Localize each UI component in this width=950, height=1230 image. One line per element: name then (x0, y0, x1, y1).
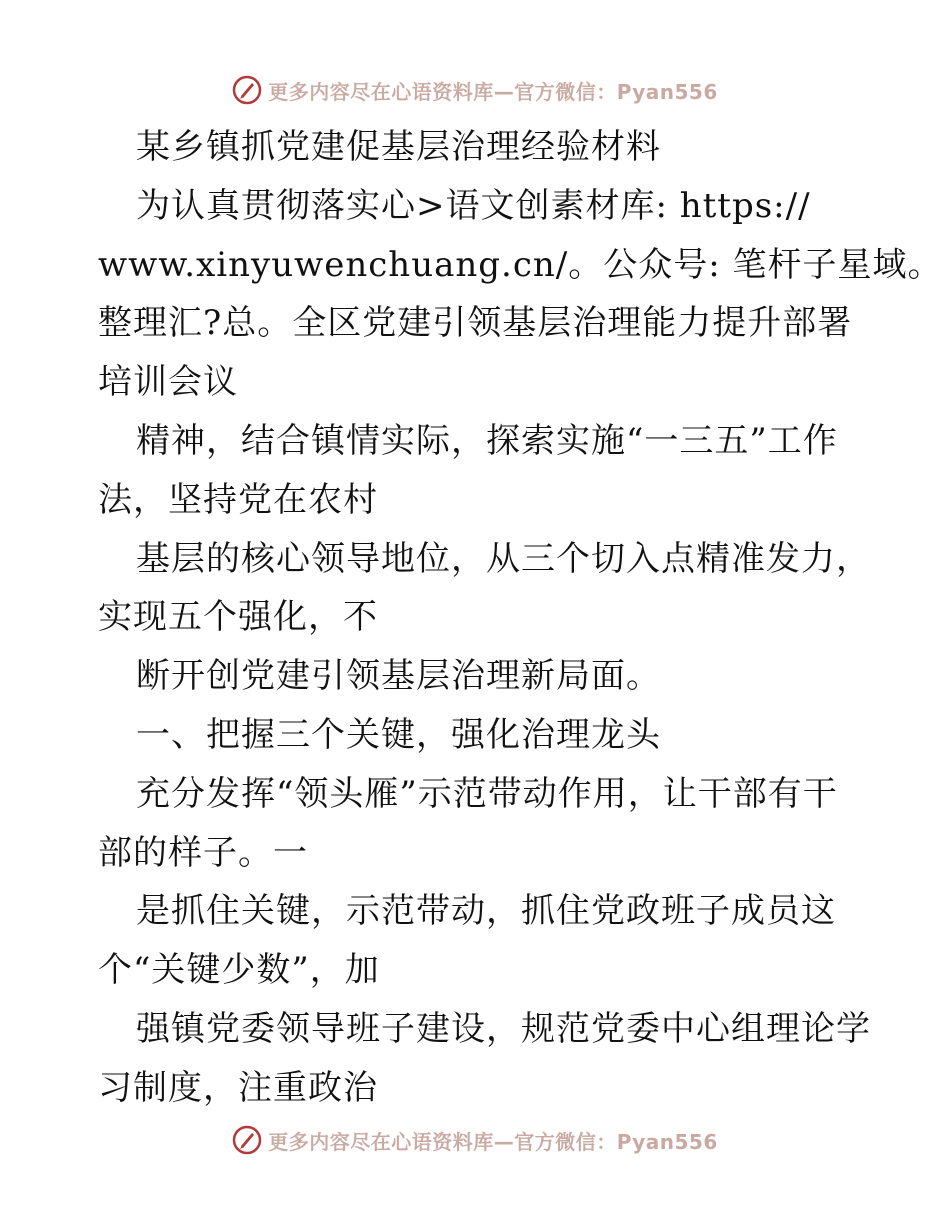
text-line: 是抓住关键，示范带动，抓住党政班子成员这 (136, 891, 836, 932)
text-line: 习制度，注重政治 (98, 1067, 378, 1108)
text-line: 基层的核心领导地位，从三个切入点精准发力， (136, 538, 871, 579)
text-line: 充分发挥“领头雁”示范带动作用，让干部有干 (136, 773, 838, 814)
text-line: www.xinyuwenchuang.cn/。公众号: 笔杆子星域。 (98, 244, 943, 285)
text-line: 一、把握三个关键，强化治理龙头 (136, 714, 661, 755)
text-line: 断开创党建引领基层治理新局面。 (136, 656, 661, 697)
text-line: 精神，结合镇情实际，探索实施“一三五”工作 (136, 420, 838, 461)
text-line: 强镇党委领导班子建设，规范党委中心组理论学 (136, 1008, 871, 1049)
header-watermark (0, 70, 950, 110)
document-body (98, 118, 943, 1118)
text-line: 整理汇?总。全区党建引领基层治理能力提升部署 (98, 303, 853, 344)
text-line: 培训会议 (98, 362, 238, 403)
text-line: 实现五个强化，不 (98, 597, 378, 638)
text-line: 个“关键少数”，加 (98, 950, 380, 991)
footer-watermark (0, 1120, 950, 1160)
text-line: 法，坚持党在农村 (98, 479, 378, 520)
text-line: 部的样子。一 (98, 832, 308, 873)
quill-pen-icon (232, 1125, 262, 1155)
quill-pen-icon (232, 75, 262, 105)
header-watermark-text: 更多内容尽在心语资料库—官方微信：Pyan556 (268, 79, 718, 104)
footer-watermark-text: 更多内容尽在心语资料库—官方微信：Pyan556 (268, 1129, 718, 1154)
text-line: 为认真贯彻落实心>语文创素材库: https:// (136, 185, 811, 226)
text-line: 某乡镇抓党建促基层治理经验材料 (136, 127, 661, 167)
